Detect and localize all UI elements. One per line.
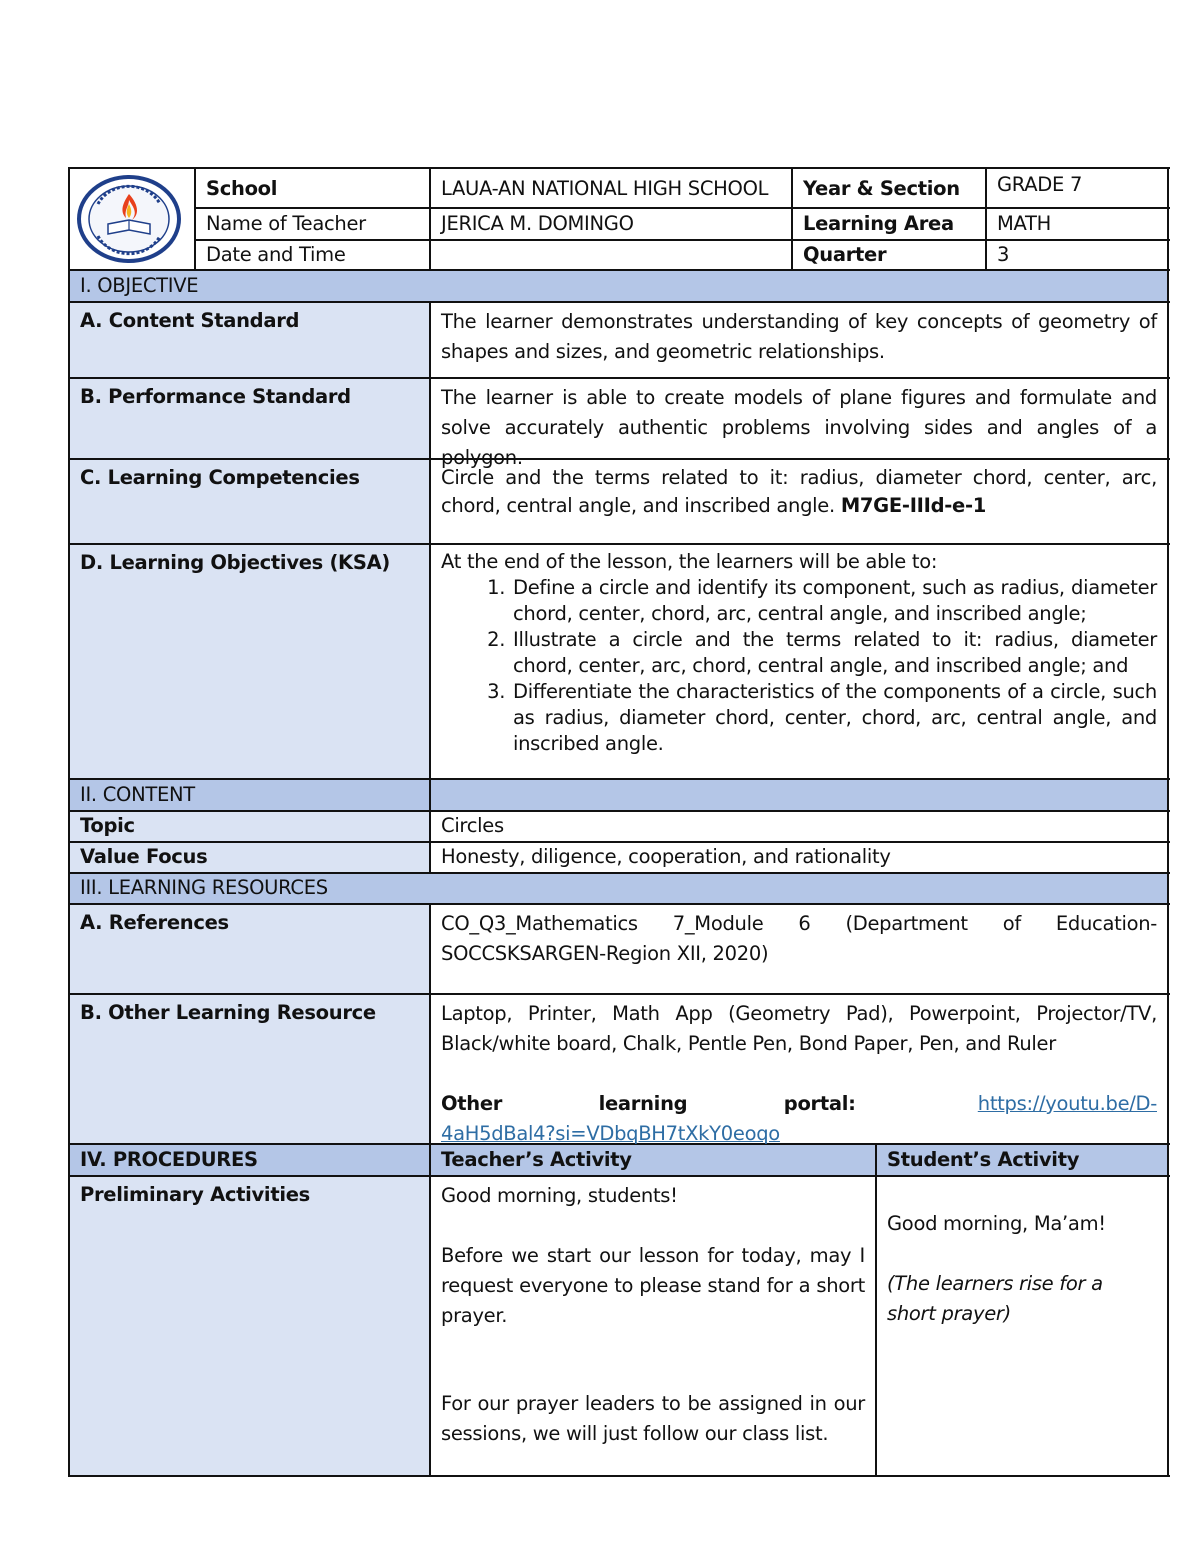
teacher-label: Name of Teacher [206, 212, 366, 235]
ksa-label: D. Learning Objectives (KSA) [80, 551, 391, 574]
references-value: CO_Q3_Mathematics 7_Module 6 (Department of Education-SOCCSKSARGEN-Region XII, 2020) [441, 912, 1157, 965]
references-label: A. References [80, 911, 229, 934]
competencies-label: C. Learning Competencies [80, 466, 360, 489]
ksa-item: 2. Illustrate a circle and the terms related to it: radius, diameter chord, center, arc, chord, central angle, and inscribed angle; and [511, 627, 1157, 679]
competencies-cell [431, 460, 1167, 543]
ksa-item: 3. Differentiate the characteristics of the components of a circle, such as radius, diameter chord, center, chord, arc, central angle, and inscribed angle. [511, 679, 1157, 757]
resources-heading: III. LEARNING RESOURCES [80, 876, 328, 899]
competencies-code: M7GE-IIId-e-1 [840, 494, 987, 517]
student-activity-cell [877, 1177, 1167, 1475]
learning-area-label: Learning Area [803, 212, 954, 235]
student-activity-heading: Student’s Activity [887, 1148, 1080, 1171]
topic-label: Topic [80, 814, 135, 837]
topic-value: Circles [441, 814, 504, 837]
competencies-value: Circle and the terms related to it: radius, diameter chord, center, arc, chord, central angle, and inscribed angle. [441, 466, 1157, 517]
school-label: School [206, 177, 278, 200]
student-action: (The learners rise for a short prayer) [887, 1272, 1103, 1325]
portal-line [441, 1089, 1157, 1119]
other-resource-value: Laptop, Printer, Math App (Geometry Pad), Powerpoint, Projector/TV, Black/white board, Chalk, Pentle Pen, Bond Paper, Pen, and Ruler [441, 1002, 1157, 1055]
portal-link-part1[interactable]: https://youtu.be/D- [977, 1092, 1157, 1115]
preliminary-label: Preliminary Activities [80, 1183, 310, 1206]
content-standard-label: A. Content Standard [80, 309, 300, 332]
year-section-label: Year & Section [803, 177, 960, 200]
date-time-label: Date and Time [206, 243, 346, 266]
performance-standard-value: The learner is able to create models of plane figures and formulate and solve accurately authentic problems involving sides and angles of a polygon. [441, 386, 1157, 469]
objective-heading: I. OBJECTIVE [80, 274, 199, 297]
student-greeting: Good morning, Ma’am! [887, 1212, 1106, 1235]
value-focus-value: Honesty, diligence, cooperation, and rationality [441, 845, 891, 868]
other-resource-cell [431, 995, 1167, 1143]
other-resource-label: B. Other Learning Resource [80, 1001, 376, 1024]
college-seal-logo [76, 174, 186, 264]
year-section-value: GRADE 7 [997, 173, 1083, 196]
ksa-list [441, 575, 1157, 757]
portal-link-part2[interactable]: 4aH5dBal4?si=VDbqBH7tXkY0eoqo [441, 1122, 780, 1145]
quarter-value: 3 [997, 243, 1010, 266]
teacher-value: JERICA M. DOMINGO [441, 212, 634, 235]
ksa-cell [431, 545, 1167, 778]
value-focus-label: Value Focus [80, 845, 208, 868]
content-heading: II. CONTENT [80, 783, 195, 806]
content-standard-value: The learner demonstrates understanding of key concepts of geometry of shapes and sizes, and geometric relationships. [441, 310, 1157, 363]
learning-area-value: MATH [997, 212, 1052, 235]
procedures-heading: IV. PROCEDURES [80, 1148, 258, 1171]
quarter-label: Quarter [803, 243, 887, 266]
portal-label: Other learning portal: [441, 1092, 856, 1115]
date-time-value[interactable] [431, 241, 791, 269]
school-value: LAUA-AN NATIONAL HIGH SCHOOL [441, 177, 769, 200]
teacher-activity-heading: Teacher’s Activity [441, 1148, 632, 1171]
portal-label-wrap [441, 1089, 871, 1119]
teacher-activity-cell [431, 1177, 875, 1475]
teacher-prayer: Before we start our lesson for today, may I request everyone to please stand for a short prayer. [441, 1244, 865, 1327]
ksa-intro: At the end of the lesson, the learners will be able to: [441, 550, 938, 573]
ksa-item: 1. Define a circle and identify its component, such as radius, diameter chord, center, chord, arc, central angle, and inscribed angle; [511, 575, 1157, 627]
teacher-greeting: Good morning, students! [441, 1184, 678, 1207]
performance-standard-label: B. Performance Standard [80, 385, 351, 408]
teacher-leaders: For our prayer leaders to be assigned in our sessions, we will just follow our class list. [441, 1392, 865, 1445]
